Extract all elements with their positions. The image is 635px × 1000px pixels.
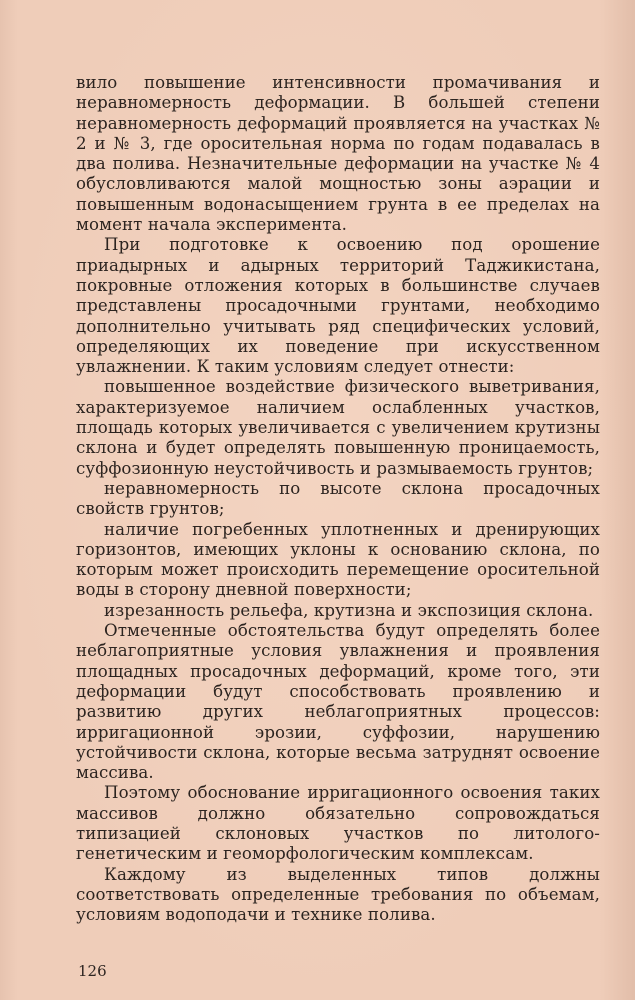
page-text [76, 73, 600, 925]
paragraph-requirements: Каждому из выделенных типов должны соответствовать определенные требования по объемам, условиям водоподачи и технике полива. [76, 864, 600, 925]
list-item-buried-horizons: наличие погребенных уплотненных и дренирующих горизонтов, имеющих уклоны к основанию склона, по которым может происходить перемещение оросительной воды в сторону дневной поверхности; [76, 519, 600, 600]
paragraph-justification: Поэтому обоснование ирригационного освоения таких массивов должно обязательно сопровождаться типизацией склоновых участков по литолого-генетическим и геоморфологическим комплексам. [76, 783, 600, 864]
page-number: 126 [78, 962, 107, 980]
list-item-unevenness: неравномерность по высоте склона просадочных свойств грунтов; [76, 478, 600, 519]
paragraph-preparation: При подготовке к освоению под орошение приадырных и адырных территорий Таджикистана, покровные отложения которых в большинстве случаев представлены просадочными грунтами, необходимо дополнительно учитывать ряд специфических условий, определяющих их поведение при искусственном увлажнении. К таким условиям следует отнести: [76, 235, 600, 377]
list-item-weathering: повышенное воздействие физического выветривания, характеризуемое наличием ослабленных участков, площадь которых увеличивается с увеличением крутизны склона и будет определять повышенную проницаемость, суффозионную неустойчивость и размываемость грунтов; [76, 377, 600, 478]
paragraph-continuation: вило повышение интенсивности промачивания и неравномерность деформации. В большей степени неравномерность деформаций проявляется на участках № 2 и № 3, где оросительная норма по годам подавалась в два полива. Незначительные деформации на участке № 4 обусловливаются малой мощностью зоны аэрации и повышенным водонасыщением грунта в ее пределах на момент начала эксперимента. [76, 73, 600, 235]
list-item-relief: изрезанность рельефа, крутизна и экспозиция склона. [104, 600, 594, 620]
paragraph-circumstances: Отмеченные обстоятельства будут определять более неблагоприятные условия увлажнения и проявления площадных просадочных деформаций, кроме того, эти деформации будут способствовать проявлению и развитию других неблагоприятных процессов: ирригационной эрозии, суффозии, нарушению устойчивости склона, которые весьма затруднят освоение массива. [76, 621, 600, 783]
